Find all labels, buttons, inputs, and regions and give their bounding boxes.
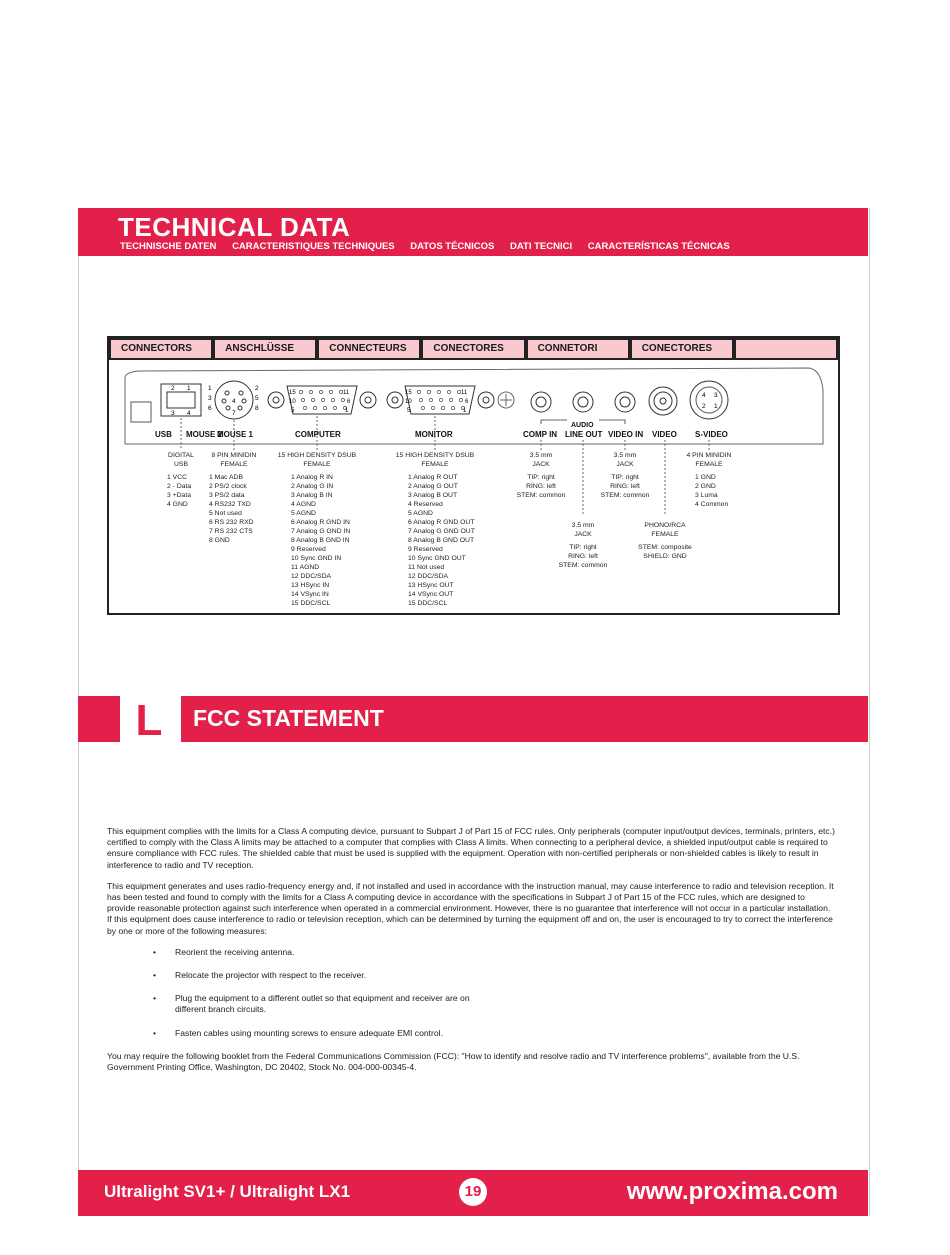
header-cell-empty <box>736 340 836 358</box>
computer-pin-line-9: 9 Reserved <box>291 546 326 553</box>
line-out-desc-1: 3.5 mm <box>571 522 595 529</box>
svideo-desc-1: 4 PIN MINIDIN <box>686 452 732 459</box>
product-name: Ultralight SV1+ / Ultralight LX1 <box>104 1182 351 1201</box>
monitor-pin-line-7: 7 Analog G GND OUT <box>408 528 475 535</box>
computer-pin-line-13: 13 HSync IN <box>291 582 330 589</box>
computer-pin-line-6: 6 Analog R GND IN <box>291 519 350 526</box>
computer-pin-line-8: 8 Analog B GND IN <box>291 537 350 544</box>
header-cell-fr: CONNECTEURS <box>319 340 419 358</box>
connector-table <box>107 336 840 615</box>
paragraph-1: This equipment complies with the limits for a Class A computing device, pursuant to Subpart J of Part 15 of FCC rules. Only peripherals (computer input/output devices, terminals, printers, etc.) certified to comply with the Class A limits may be attached to a computer that complies with Class A limits. When connecting to a peripheral device, a shielded input/output cable is required to ensure compliance with FCC rules. The shielded cable that must be used is supplied with the equipment. Operation with non-certified peripherals or non-shielded cables is likely to result in interference to radio and TV reception. <box>107 826 835 870</box>
monitor-pin-line-1: 1 Analog R OUT <box>408 474 458 481</box>
usb-pin-3: 3 <box>171 410 175 417</box>
usb-pin-line-2: 2 - Data <box>167 483 192 490</box>
header-cell-de: ANSCHLÜSSE <box>215 340 315 358</box>
usb-pin-1: 1 <box>187 385 191 392</box>
usb-desc-line2: USB <box>174 461 188 468</box>
mouse-pin-1: 1 <box>208 385 212 392</box>
list-item: • Reorient the receiving antenna. <box>107 947 835 958</box>
fcc-statement-body <box>107 826 835 1083</box>
comp-in-jack-shape <box>531 392 551 412</box>
usb-pin-4: 4 <box>187 410 191 417</box>
comp-in-desc-3: TIP: right <box>527 474 555 481</box>
monitor-pin-5: 5 <box>407 408 411 414</box>
port-label-comp-in: COMP IN <box>523 430 558 439</box>
computer-pin-line-4: 4 AGND <box>291 501 316 508</box>
svideo-pin-line-2: 2 GND <box>695 483 716 490</box>
video-in-jack-shape <box>615 392 635 412</box>
port-label-svideo: S-VIDEO <box>695 430 728 439</box>
monitor-pin-line-4: 4 Reserved <box>408 501 443 508</box>
mouse-pin-line-8: 8 GND <box>209 537 230 544</box>
header-cell-pt: CONECTORES <box>632 340 732 358</box>
monitor-pin-line-2: 2 Analog G OUT <box>408 483 458 490</box>
computer-pin-11: 11 <box>343 390 350 396</box>
usb-socket-shape <box>167 392 195 408</box>
subtitle-es: DATOS TÉCNICOS <box>410 241 495 252</box>
line-out-jack-shape <box>573 392 593 412</box>
port-label-video-in: VIDEO IN <box>608 430 644 439</box>
svideo-pin-1: 1 <box>714 403 718 410</box>
computer-pin-line-11: 11 AGND <box>291 564 320 571</box>
measures-list <box>107 947 835 1039</box>
usb-pin-line-3: 3 +Data <box>167 492 191 499</box>
computer-pin-line-5: 5 AGND <box>291 510 316 517</box>
monitor-pin-line-6: 6 Analog R GND OUT <box>408 519 475 526</box>
monitor-pin-line-12: 12 DDC/SDA <box>408 573 449 580</box>
computer-pin-line-12: 12 DDC/SDA <box>291 573 332 580</box>
mouse-desc-line2: FEMALE <box>220 461 248 468</box>
paragraph-2: This equipment generates and uses radio-frequency energy and, if not installed and used in accordance with the instruction manual, may cause interference to radio and television reception. It has been tested and found to comply with the limits for a Class A computing device in accordance with the specifications in Subpart J of Part 15 of the FCC rules, which are designed to provide reasonable protection against such interference when operated in a commercial environment. However, there is no guarantee that interference will not occur in a particular installation. If this equipment does cause interference to radio or television reception, which can be determined by turning the equipment off and on, the user is encouraged to try to correct the interference by one or more of the following measures: <box>107 880 834 936</box>
mouse-pin-line-4: 4 RS232 TXD <box>209 501 251 508</box>
mouse-pin-line-3: 3 PS/2 data <box>209 492 245 499</box>
port-label-computer: COMPUTER <box>295 430 341 439</box>
monitor-pin-10: 10 <box>405 399 412 405</box>
computer-pin-5: 5 <box>291 408 295 414</box>
svideo-pin-3: 3 <box>714 392 718 399</box>
computer-pin-line-7: 7 Analog G GND IN <box>291 528 351 535</box>
port-label-usb: USB <box>155 430 172 439</box>
mouse-pin-line-7: 7 RS 232 CTS <box>209 528 253 535</box>
port-label-mouse1: MOUSE 1 <box>217 430 254 439</box>
connector-header-row <box>109 338 838 360</box>
mouse-pin-4: 4 <box>232 398 236 405</box>
subtitle-it: DATI TECNICI <box>510 241 573 252</box>
computer-pin-line-14: 14 VSync IN <box>291 591 329 598</box>
computer-pin-6: 6 <box>347 399 351 405</box>
comp-in-desc-2: JACK <box>532 461 550 468</box>
computer-pin-line-2: 2 Analog G IN <box>291 483 334 490</box>
monitor-pin-line-8: 8 Analog B GND OUT <box>408 537 475 544</box>
svideo-desc-2: FEMALE <box>695 461 723 468</box>
svideo-pin-2: 2 <box>702 403 706 410</box>
svideo-pin-line-4: 4 Common <box>695 501 729 508</box>
mouse-pin-line-1: 1 Mac ADB <box>209 474 243 481</box>
monitor-pin-line-14: 14 VSync OUT <box>408 591 454 598</box>
computer-pin-line-3: 3 Analog B IN <box>291 492 333 499</box>
comp-in-desc-4: RING: left <box>526 483 556 490</box>
video-desc-1: PHONO/RCA <box>644 522 686 529</box>
video-in-desc-1: 3.5 mm <box>613 452 637 459</box>
video-desc-2: FEMALE <box>651 531 679 538</box>
list-item: • Plug the equipment to a different outlet so that equipment and receiver are on different branch circuits. <box>107 993 475 1015</box>
mouse-pin-3: 3 <box>208 395 212 402</box>
subtitle-fr: CARACTERISTIQUES TECHNIQUES <box>232 241 395 252</box>
line-out-desc-5: STEM: common <box>558 562 608 569</box>
mouse-pin-line-6: 6 RS 232 RXD <box>209 519 254 526</box>
svideo-pin-line-1: 1 GND <box>695 474 716 481</box>
monitor-pin-11: 11 <box>461 390 468 396</box>
usb-pin-line-4: 4 GND <box>167 501 188 508</box>
monitor-desc-line2: FEMALE <box>421 461 449 468</box>
header-cell-en: CONNECTORS <box>111 340 211 358</box>
section-title: FCC STATEMENT <box>193 705 384 731</box>
header-cell-it: CONNETORI <box>528 340 628 358</box>
line-out-desc-2: JACK <box>574 531 592 538</box>
computer-desc-line1: 15 HIGH DENSITY DSUB <box>277 452 357 459</box>
monitor-pin-line-11: 11 Not used <box>408 564 445 571</box>
usb-pin-2: 2 <box>171 385 175 392</box>
section-marker-bar <box>78 696 120 742</box>
website-link[interactable]: www.proxima.com <box>626 1178 838 1205</box>
comp-in-desc-5: STEM: common <box>516 492 566 499</box>
subtitle-pt: CARACTERÍSTICAS TÉCNICAS <box>587 241 730 252</box>
audio-group-label: AUDIO <box>571 422 594 429</box>
monitor-pin-line-5: 5 AGND <box>408 510 433 517</box>
mouse-desc-line1: 8 PIN MINIDIN <box>211 452 257 459</box>
connector-diagram <box>109 360 838 611</box>
computer-pin-15: 15 <box>289 390 296 396</box>
page-title: TECHNICAL DATA <box>118 212 351 242</box>
line-out-desc-3: TIP: right <box>569 544 597 551</box>
mouse-pin-line-2: 2 PS/2 clock <box>209 483 247 490</box>
port-label-line-out: LINE OUT <box>565 430 603 439</box>
line-out-desc-4: RING: left <box>568 553 598 560</box>
port-label-video: VIDEO <box>652 430 677 439</box>
monitor-pin-6: 6 <box>465 399 469 405</box>
monitor-pin-line-13: 13 HSync OUT <box>408 582 454 589</box>
section-letter: L <box>120 696 178 742</box>
mouse-pin-7: 7 <box>232 410 236 417</box>
list-item: • Relocate the projector with respect to the receiver. <box>107 970 835 981</box>
translated-subtitles <box>120 241 743 252</box>
usb-pin-line-1: 1 VCC <box>167 474 188 481</box>
monitor-pin-15: 15 <box>405 390 412 396</box>
mouse-pin-5: 5 <box>255 395 259 402</box>
paragraph-3: You may require the following booklet from the Federal Communications Commission (FCC): "How to identify and resolve radio and TV interference problems", available from the U.S. Government Printing Office, Washington, DC 20402, Stock No. 004-000-00345-4. <box>107 1050 800 1073</box>
subtitle-de: TECHNISCHE DATEN <box>120 241 217 252</box>
video-in-desc-2: JACK <box>616 461 634 468</box>
video-rca-shape <box>649 387 677 415</box>
section-header <box>181 696 868 742</box>
mouse-pin-2: 2 <box>255 385 259 392</box>
port-label-mouse2: MOUSE 2 <box>186 430 223 439</box>
computer-pin-line-10: 10 Sync GND IN <box>291 555 342 562</box>
mouse-pin-line-5: 5 Not used <box>209 510 242 517</box>
mouse-pin-8: 8 <box>255 405 259 412</box>
svideo-pin-line-3: 3 Luma <box>695 492 718 499</box>
page-number: 19 <box>459 1178 487 1206</box>
computer-pin-1: 1 <box>345 408 349 414</box>
svideo-pin-4: 4 <box>702 392 706 399</box>
video-desc-4: SHIELD: GND <box>643 553 687 560</box>
monitor-pin-line-3: 3 Analog B OUT <box>408 492 458 499</box>
technical-data-header <box>78 208 868 256</box>
monitor-pin-line-10: 10 Sync GND OUT <box>408 555 466 562</box>
computer-pin-line-1: 1 Analog R IN <box>291 474 333 481</box>
header-cell-es: CONECTORES <box>423 340 523 358</box>
video-desc-3: STEM: composite <box>638 544 692 551</box>
monitor-pin-1: 1 <box>463 408 467 414</box>
page-footer <box>78 1170 868 1216</box>
monitor-pin-line-15: 15 DDC/SCL <box>408 600 448 607</box>
port-label-monitor: MONITOR <box>415 430 453 439</box>
computer-desc-line2: FEMALE <box>303 461 331 468</box>
usb-desc-line1: DIGITAL <box>168 452 194 459</box>
monitor-desc-line1: 15 HIGH DENSITY DSUB <box>395 452 475 459</box>
mouse-pin-6: 6 <box>208 405 212 412</box>
power-switch-shape <box>131 402 151 422</box>
computer-pin-line-15: 15 DDC/SCL <box>291 600 331 607</box>
monitor-pin-line-9: 9 Reserved <box>408 546 443 553</box>
video-in-desc-5: STEM: common <box>600 492 650 499</box>
video-in-desc-3: TIP: right <box>611 474 639 481</box>
comp-in-desc-1: 3.5 mm <box>529 452 553 459</box>
list-item: • Fasten cables using mounting screws to ensure adequate EMI control. <box>107 1028 835 1039</box>
computer-pin-10: 10 <box>289 399 296 405</box>
video-in-desc-4: RING: left <box>610 483 640 490</box>
